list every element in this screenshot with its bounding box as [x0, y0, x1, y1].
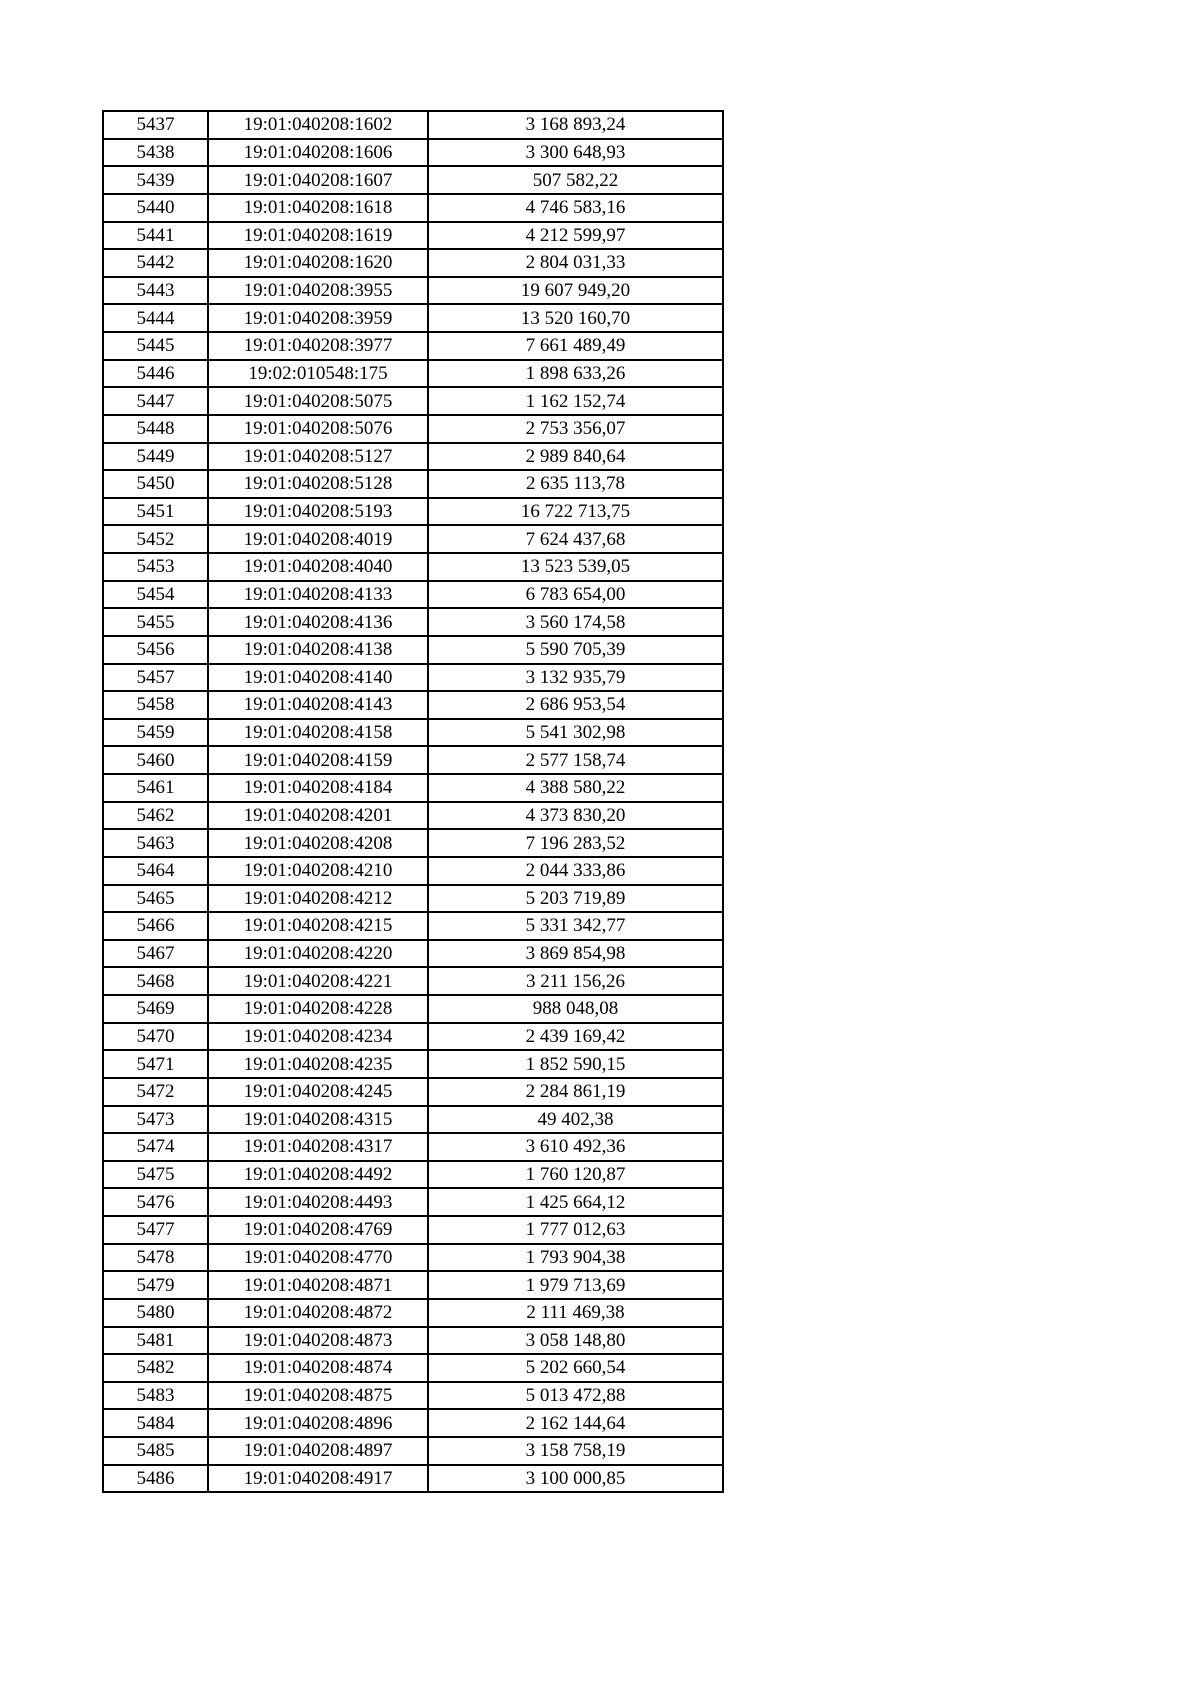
row-number-cell: 5461	[103, 774, 208, 802]
row-number-cell: 5442	[103, 249, 208, 277]
table-row	[103, 746, 723, 774]
cadastral-number-cell: 19:01:040208:4493	[208, 1188, 428, 1216]
table-row	[103, 802, 723, 830]
cadastral-number-cell: 19:01:040208:4210	[208, 857, 428, 885]
value-cell: 5 203 719,89	[428, 885, 723, 913]
value-cell: 1 898 633,26	[428, 360, 723, 388]
table-row	[103, 1299, 723, 1327]
cadastral-number-cell: 19:01:040208:4235	[208, 1050, 428, 1078]
value-cell: 7 196 283,52	[428, 829, 723, 857]
table-row	[103, 111, 723, 139]
cadastral-number-cell: 19:01:040208:4201	[208, 802, 428, 830]
row-number-cell: 5471	[103, 1050, 208, 1078]
table-row	[103, 498, 723, 526]
value-cell: 49 402,38	[428, 1106, 723, 1134]
table-row	[103, 525, 723, 553]
table-row	[103, 857, 723, 885]
cadastral-number-cell: 19:01:040208:5128	[208, 470, 428, 498]
table-row	[103, 967, 723, 995]
value-cell: 1 777 012,63	[428, 1216, 723, 1244]
row-number-cell: 5457	[103, 664, 208, 692]
row-number-cell: 5452	[103, 525, 208, 553]
value-cell: 3 300 648,93	[428, 139, 723, 167]
cadastral-number-cell: 19:01:040208:4215	[208, 912, 428, 940]
row-number-cell: 5443	[103, 277, 208, 305]
row-number-cell: 5475	[103, 1161, 208, 1189]
cadastral-number-cell: 19:01:040208:4143	[208, 691, 428, 719]
table-row	[103, 1409, 723, 1437]
row-number-cell: 5473	[103, 1106, 208, 1134]
value-cell: 4 212 599,97	[428, 222, 723, 250]
table-row	[103, 1327, 723, 1355]
value-cell: 1 425 664,12	[428, 1188, 723, 1216]
table-body	[103, 111, 723, 1492]
value-cell: 2 635 113,78	[428, 470, 723, 498]
row-number-cell: 5445	[103, 332, 208, 360]
table-row	[103, 1271, 723, 1299]
value-cell: 5 541 302,98	[428, 719, 723, 747]
value-cell: 3 560 174,58	[428, 608, 723, 636]
table-row	[103, 1050, 723, 1078]
row-number-cell: 5444	[103, 304, 208, 332]
row-number-cell: 5451	[103, 498, 208, 526]
value-cell: 2 284 861,19	[428, 1078, 723, 1106]
row-number-cell: 5450	[103, 470, 208, 498]
table-row	[103, 1354, 723, 1382]
cadastral-number-cell: 19:01:040208:4315	[208, 1106, 428, 1134]
value-cell: 5 202 660,54	[428, 1354, 723, 1382]
value-cell: 4 388 580,22	[428, 774, 723, 802]
table-row	[103, 1188, 723, 1216]
cadastral-number-cell: 19:01:040208:4897	[208, 1437, 428, 1465]
cadastral-number-cell: 19:01:040208:1606	[208, 139, 428, 167]
cadastral-number-cell: 19:01:040208:1618	[208, 194, 428, 222]
table-row	[103, 1023, 723, 1051]
cadastral-number-cell: 19:01:040208:5193	[208, 498, 428, 526]
row-number-cell: 5470	[103, 1023, 208, 1051]
value-cell: 13 520 160,70	[428, 304, 723, 332]
value-cell: 5 013 472,88	[428, 1382, 723, 1410]
table-row	[103, 1437, 723, 1465]
row-number-cell: 5446	[103, 360, 208, 388]
table-row	[103, 940, 723, 968]
value-cell: 5 590 705,39	[428, 636, 723, 664]
value-cell: 3 058 148,80	[428, 1327, 723, 1355]
row-number-cell: 5486	[103, 1465, 208, 1493]
table-row	[103, 222, 723, 250]
table-row	[103, 470, 723, 498]
row-number-cell: 5479	[103, 1271, 208, 1299]
value-cell: 19 607 949,20	[428, 277, 723, 305]
cadastral-number-cell: 19:01:040208:5076	[208, 415, 428, 443]
cadastral-number-cell: 19:01:040208:4317	[208, 1133, 428, 1161]
table-row	[103, 139, 723, 167]
table-row	[103, 1244, 723, 1272]
table-row	[103, 636, 723, 664]
value-cell: 3 158 758,19	[428, 1437, 723, 1465]
value-cell: 3 100 000,85	[428, 1465, 723, 1493]
row-number-cell: 5474	[103, 1133, 208, 1161]
table-row	[103, 332, 723, 360]
row-number-cell: 5458	[103, 691, 208, 719]
row-number-cell: 5448	[103, 415, 208, 443]
cadastral-number-cell: 19:01:040208:4138	[208, 636, 428, 664]
cadastral-number-cell: 19:01:040208:4234	[208, 1023, 428, 1051]
cadastral-number-cell: 19:01:040208:4896	[208, 1409, 428, 1437]
row-number-cell: 5440	[103, 194, 208, 222]
row-number-cell: 5463	[103, 829, 208, 857]
table-row	[103, 1161, 723, 1189]
value-cell: 4 373 830,20	[428, 802, 723, 830]
table-row	[103, 166, 723, 194]
cadastral-number-cell: 19:01:040208:4140	[208, 664, 428, 692]
table-row	[103, 443, 723, 471]
cadastral-number-cell: 19:01:040208:3959	[208, 304, 428, 332]
value-cell: 1 760 120,87	[428, 1161, 723, 1189]
value-cell: 1 852 590,15	[428, 1050, 723, 1078]
table-row	[103, 608, 723, 636]
value-cell: 7 624 437,68	[428, 525, 723, 553]
table-row	[103, 277, 723, 305]
row-number-cell: 5468	[103, 967, 208, 995]
cadastral-number-cell: 19:01:040208:4917	[208, 1465, 428, 1493]
cadastral-number-cell: 19:01:040208:4136	[208, 608, 428, 636]
cadastral-number-cell: 19:01:040208:4208	[208, 829, 428, 857]
value-cell: 6 783 654,00	[428, 581, 723, 609]
row-number-cell: 5465	[103, 885, 208, 913]
cadastral-number-cell: 19:01:040208:4875	[208, 1382, 428, 1410]
cadastral-number-cell: 19:01:040208:4228	[208, 995, 428, 1023]
cadastral-number-cell: 19:01:040208:4770	[208, 1244, 428, 1272]
row-number-cell: 5467	[103, 940, 208, 968]
value-cell: 7 661 489,49	[428, 332, 723, 360]
table-row	[103, 1133, 723, 1161]
row-number-cell: 5462	[103, 802, 208, 830]
cadastral-number-cell: 19:01:040208:1602	[208, 111, 428, 139]
table-row	[103, 1078, 723, 1106]
table-row	[103, 1106, 723, 1134]
row-number-cell: 5484	[103, 1409, 208, 1437]
cadastral-number-cell: 19:01:040208:5075	[208, 387, 428, 415]
value-cell: 3 211 156,26	[428, 967, 723, 995]
row-number-cell: 5441	[103, 222, 208, 250]
cadastral-number-cell: 19:01:040208:4245	[208, 1078, 428, 1106]
cadastral-number-cell: 19:01:040208:4769	[208, 1216, 428, 1244]
table-row	[103, 304, 723, 332]
cadastral-number-cell: 19:01:040208:4872	[208, 1299, 428, 1327]
value-cell: 13 523 539,05	[428, 553, 723, 581]
value-cell: 2 753 356,07	[428, 415, 723, 443]
cadastral-number-cell: 19:01:040208:3977	[208, 332, 428, 360]
cadastral-number-cell: 19:01:040208:4873	[208, 1327, 428, 1355]
value-cell: 3 610 492,36	[428, 1133, 723, 1161]
cadastral-number-cell: 19:01:040208:1620	[208, 249, 428, 277]
table-row	[103, 774, 723, 802]
value-cell: 988 048,08	[428, 995, 723, 1023]
cadastral-number-cell: 19:01:040208:3955	[208, 277, 428, 305]
cadastral-number-cell: 19:01:040208:4040	[208, 553, 428, 581]
cadastral-number-cell: 19:01:040208:4019	[208, 525, 428, 553]
table-row	[103, 995, 723, 1023]
table-row	[103, 719, 723, 747]
cadastral-number-cell: 19:01:040208:4133	[208, 581, 428, 609]
row-number-cell: 5485	[103, 1437, 208, 1465]
row-number-cell: 5472	[103, 1078, 208, 1106]
table-row	[103, 885, 723, 913]
row-number-cell: 5476	[103, 1188, 208, 1216]
row-number-cell: 5483	[103, 1382, 208, 1410]
table-row	[103, 1382, 723, 1410]
value-cell: 2 989 840,64	[428, 443, 723, 471]
value-cell: 3 869 854,98	[428, 940, 723, 968]
table-row	[103, 194, 723, 222]
value-cell: 2 439 169,42	[428, 1023, 723, 1051]
row-number-cell: 5466	[103, 912, 208, 940]
table-row	[103, 581, 723, 609]
value-cell: 16 722 713,75	[428, 498, 723, 526]
value-cell: 1 979 713,69	[428, 1271, 723, 1299]
table-row	[103, 249, 723, 277]
table-row	[103, 360, 723, 388]
row-number-cell: 5447	[103, 387, 208, 415]
cadastral-value-table	[102, 110, 724, 1493]
value-cell: 2 577 158,74	[428, 746, 723, 774]
row-number-cell: 5460	[103, 746, 208, 774]
row-number-cell: 5453	[103, 553, 208, 581]
value-cell: 5 331 342,77	[428, 912, 723, 940]
value-cell: 3 132 935,79	[428, 664, 723, 692]
table-row	[103, 387, 723, 415]
cadastral-number-cell: 19:01:040208:4871	[208, 1271, 428, 1299]
value-cell: 1 162 152,74	[428, 387, 723, 415]
table-row	[103, 691, 723, 719]
cadastral-number-cell: 19:01:040208:4184	[208, 774, 428, 802]
row-number-cell: 5454	[103, 581, 208, 609]
value-cell: 4 746 583,16	[428, 194, 723, 222]
value-cell: 2 804 031,33	[428, 249, 723, 277]
row-number-cell: 5469	[103, 995, 208, 1023]
row-number-cell: 5439	[103, 166, 208, 194]
row-number-cell: 5464	[103, 857, 208, 885]
row-number-cell: 5455	[103, 608, 208, 636]
table-row	[103, 1216, 723, 1244]
value-cell: 2 162 144,64	[428, 1409, 723, 1437]
value-cell: 2 111 469,38	[428, 1299, 723, 1327]
row-number-cell: 5456	[103, 636, 208, 664]
cadastral-number-cell: 19:01:040208:4221	[208, 967, 428, 995]
row-number-cell: 5481	[103, 1327, 208, 1355]
row-number-cell: 5459	[103, 719, 208, 747]
value-cell: 2 686 953,54	[428, 691, 723, 719]
table-row	[103, 1465, 723, 1493]
table-row	[103, 912, 723, 940]
cadastral-number-cell: 19:01:040208:4220	[208, 940, 428, 968]
table-row	[103, 415, 723, 443]
row-number-cell: 5480	[103, 1299, 208, 1327]
row-number-cell: 5482	[103, 1354, 208, 1382]
cadastral-number-cell: 19:02:010548:175	[208, 360, 428, 388]
cadastral-number-cell: 19:01:040208:4158	[208, 719, 428, 747]
row-number-cell: 5438	[103, 139, 208, 167]
cadastral-number-cell: 19:01:040208:1607	[208, 166, 428, 194]
row-number-cell: 5437	[103, 111, 208, 139]
value-cell: 3 168 893,24	[428, 111, 723, 139]
table-row	[103, 553, 723, 581]
row-number-cell: 5478	[103, 1244, 208, 1272]
cadastral-number-cell: 19:01:040208:1619	[208, 222, 428, 250]
cadastral-number-cell: 19:01:040208:4159	[208, 746, 428, 774]
value-cell: 507 582,22	[428, 166, 723, 194]
table-row	[103, 829, 723, 857]
value-cell: 2 044 333,86	[428, 857, 723, 885]
row-number-cell: 5477	[103, 1216, 208, 1244]
cadastral-number-cell: 19:01:040208:4212	[208, 885, 428, 913]
row-number-cell: 5449	[103, 443, 208, 471]
cadastral-number-cell: 19:01:040208:4492	[208, 1161, 428, 1189]
value-cell: 1 793 904,38	[428, 1244, 723, 1272]
table-row	[103, 664, 723, 692]
cadastral-number-cell: 19:01:040208:5127	[208, 443, 428, 471]
cadastral-number-cell: 19:01:040208:4874	[208, 1354, 428, 1382]
